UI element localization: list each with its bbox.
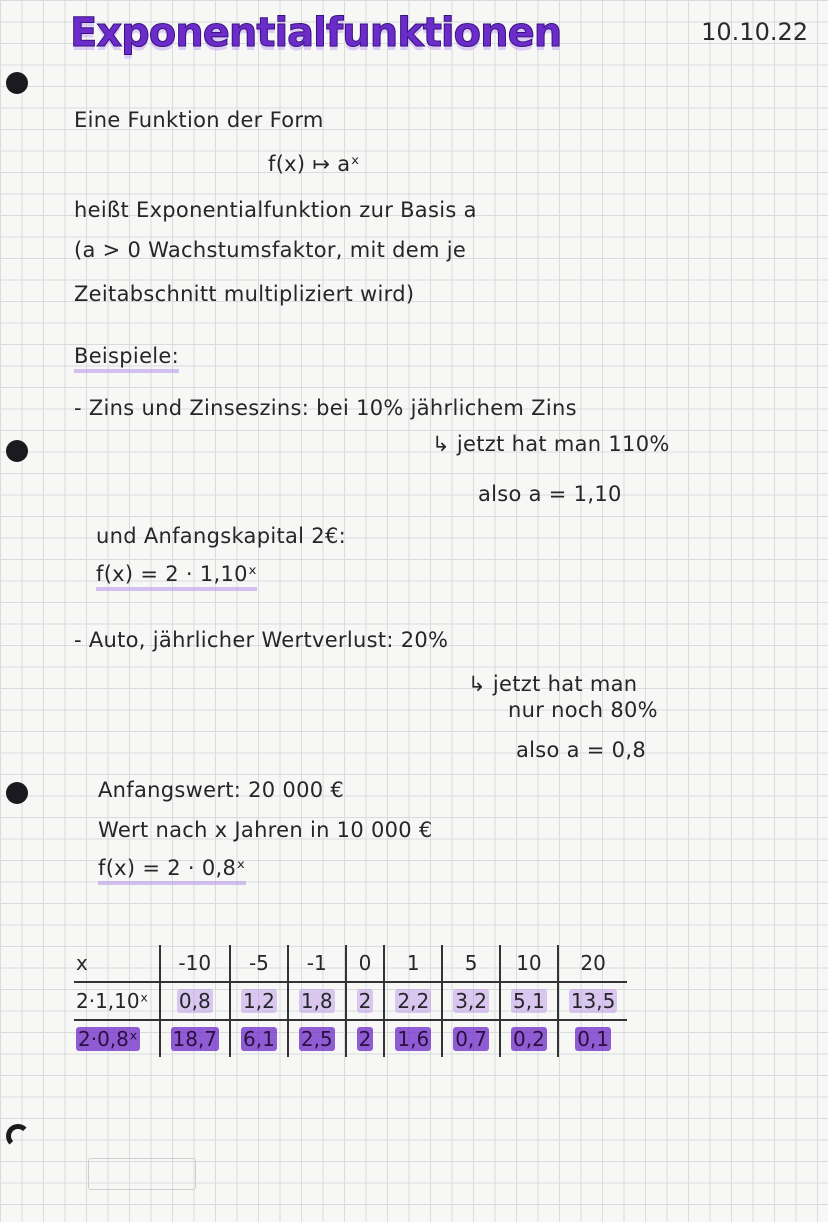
- zins-line: - Zins und Zinseszins: bei 10% jährlichem Zins: [74, 396, 577, 420]
- table-cell: [558, 982, 628, 1020]
- cell-value: 1,8: [300, 989, 333, 1013]
- table-cell: 1: [384, 945, 442, 982]
- cell-value: 2: [358, 1027, 372, 1051]
- table-cell: [346, 1020, 385, 1057]
- cell-value: 0,7: [455, 1027, 488, 1051]
- auto-anfang: Anfangswert: 20 000 €: [98, 778, 345, 802]
- cell-value: 3,2: [455, 989, 488, 1013]
- table-cell: [230, 982, 288, 1020]
- table-cell: [74, 982, 160, 1020]
- zins-formula: f(x) = 2 · 1,10ˣ: [96, 562, 257, 591]
- auto-also: also a = 0,8: [516, 738, 646, 762]
- intro-formula: f(x) ↦ aˣ: [268, 152, 361, 176]
- table-cell: 0: [346, 945, 385, 982]
- intro-line-1: Eine Funktion der Form: [74, 108, 324, 132]
- table-row: [74, 1020, 627, 1057]
- table-cell: [500, 982, 558, 1020]
- table-cell: [442, 1020, 500, 1057]
- table-cell: [74, 1020, 160, 1057]
- cell-value: 13,5: [570, 989, 616, 1013]
- table-cell: [346, 982, 385, 1020]
- cell-value: 0,1: [577, 1027, 609, 1051]
- zins-kapital: und Anfangskapital 2€:: [96, 524, 346, 548]
- table-cell: [442, 982, 500, 1020]
- cell-value: 2,2: [397, 989, 430, 1013]
- punch-hole: [6, 440, 28, 462]
- auto-arrow-2: nur noch 80%: [508, 698, 658, 722]
- auto-line: - Auto, jährlicher Wertverlust: 20%: [74, 628, 449, 652]
- cell-value: 5,1: [513, 989, 545, 1013]
- cell-value: 1,6: [397, 1027, 430, 1051]
- date: 10.10.22: [701, 18, 808, 46]
- punch-hole: [6, 72, 28, 94]
- cell-value: 2,5: [300, 1027, 333, 1051]
- table-cell: [160, 1020, 231, 1057]
- cell-value: 1,2: [243, 989, 275, 1013]
- cell-value: 2: [358, 989, 372, 1013]
- cell-value: 0,8: [178, 989, 211, 1013]
- cell-value: 0,2: [513, 1027, 545, 1051]
- row-label: 2·1,10ˣ: [76, 989, 149, 1013]
- table-cell: [288, 982, 346, 1020]
- examples-heading: Beispiele:: [74, 344, 179, 373]
- page-title: Exponentialfunktionen: [70, 10, 562, 56]
- table-cell: [558, 1020, 628, 1057]
- intro-line-3: (a > 0 Wachstumsfaktor, mit dem je: [74, 238, 467, 262]
- intro-line-4: Zeitabschnitt multipliziert wird): [74, 282, 415, 306]
- zins-also: also a = 1,10: [478, 482, 622, 506]
- auto-formula: f(x) = 2 · 0,8ˣ: [98, 856, 246, 885]
- table-cell: 5: [442, 945, 500, 982]
- auto-wert: Wert nach x Jahren in 10 000 €: [98, 818, 433, 842]
- table-cell: [384, 982, 442, 1020]
- value-table: [74, 945, 627, 1057]
- table-row: [74, 982, 627, 1020]
- table-header-row: [74, 945, 627, 982]
- auto-arrow-1: ↳ jetzt hat man: [468, 672, 638, 696]
- punch-hole: [6, 782, 28, 804]
- watermark-stamp: [88, 1158, 196, 1190]
- zins-arrow: ↳ jetzt hat man 110%: [432, 432, 670, 456]
- table-cell: [288, 1020, 346, 1057]
- table-cell: -5: [230, 945, 288, 982]
- table-cell: [384, 1020, 442, 1057]
- table-cell: -10: [160, 945, 231, 982]
- punch-hole: [6, 1124, 30, 1148]
- table-cell: [500, 1020, 558, 1057]
- table-cell: 10: [500, 945, 558, 982]
- row-label: 2·0,8ˣ: [78, 1027, 138, 1051]
- table-cell: -1: [288, 945, 346, 982]
- table-cell: x: [74, 945, 160, 982]
- cell-value: 6,1: [243, 1027, 275, 1051]
- table-cell: [230, 1020, 288, 1057]
- table-cell: [160, 982, 231, 1020]
- intro-line-2: heißt Exponentialfunktion zur Basis a: [74, 198, 477, 222]
- table-cell: 20: [558, 945, 628, 982]
- cell-value: 18,7: [172, 1027, 218, 1051]
